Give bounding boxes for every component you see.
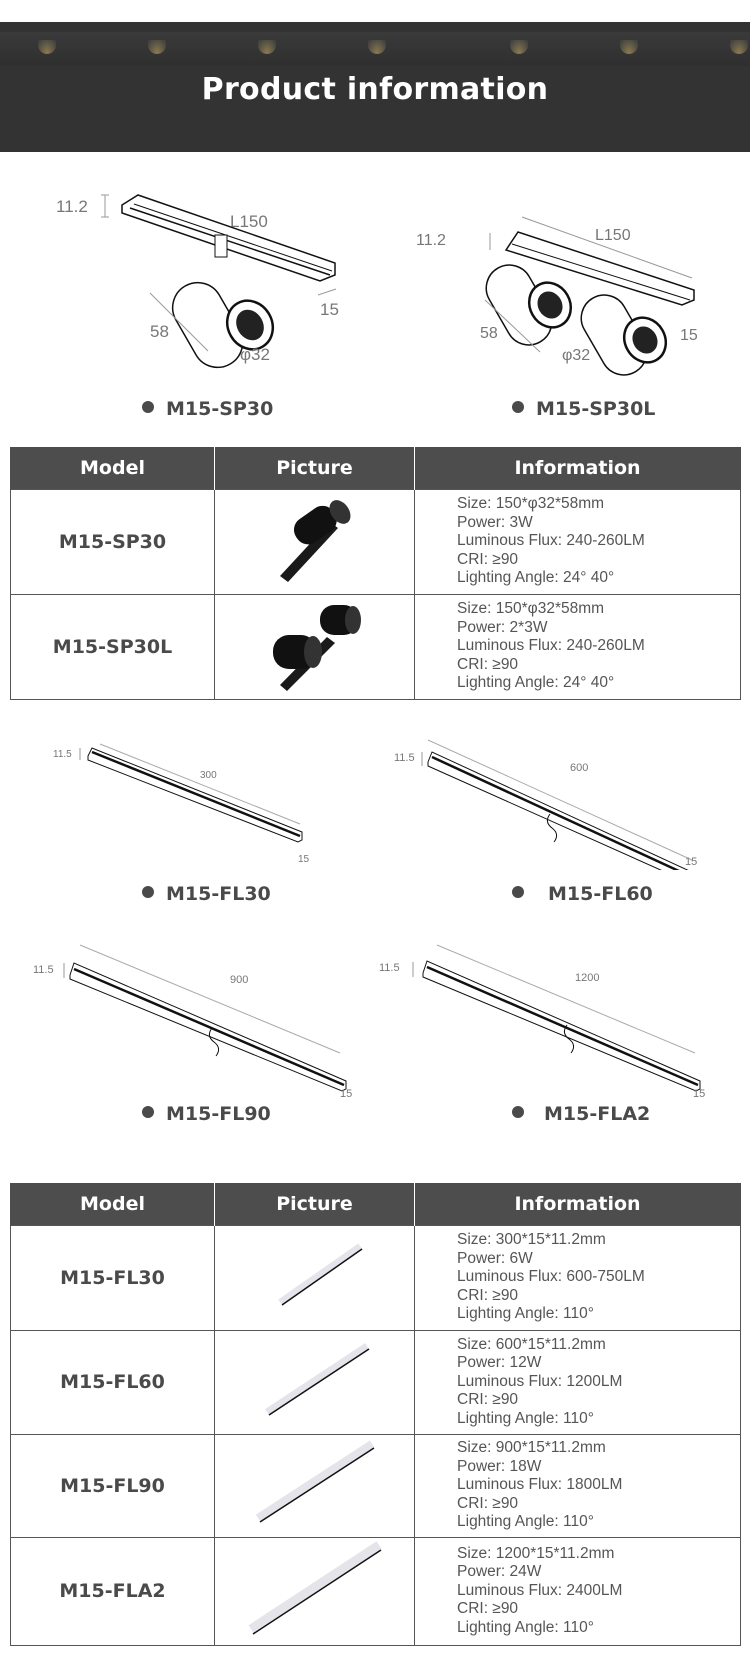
linear-1200-dimension-drawing <box>375 935 715 1100</box>
drawing-caption: M15-SP30L <box>512 398 655 420</box>
height-dim: 11.5 <box>394 752 415 764</box>
info-cell: Size: 900*15*11.2mm Power: 18W Luminous Flux: 1800LM CRI: ≥90 Lighting Angle: 110° <box>415 1434 741 1537</box>
linear-light-image <box>260 1240 370 1310</box>
model-cell: M15-FL90 <box>11 1434 215 1537</box>
model-cell: M15-FLA2 <box>11 1537 215 1645</box>
picture-cell <box>215 1434 415 1537</box>
info-cell: Size: 1200*15*11.2mm Power: 24W Luminous Flux: 2400LM CRI: ≥90 Lighting Angle: 110° <box>415 1537 741 1645</box>
table-header-row <box>11 1183 741 1225</box>
spotlight-double-dimension-drawing <box>410 190 720 390</box>
info-cell: Size: 600*15*11.2mm Power: 12W Luminous Flux: 1200LM CRI: ≥90 Lighting Angle: 110° <box>415 1330 741 1434</box>
column-header-picture: Picture <box>215 1183 415 1225</box>
table-row <box>11 1225 741 1330</box>
model-cell: M15-SP30 <box>11 489 215 594</box>
linear-600-dimension-drawing <box>380 720 710 870</box>
bullet-icon <box>512 1106 524 1118</box>
height-dim: 11.2 <box>56 197 88 216</box>
width-dim: 15 <box>340 1088 353 1100</box>
width-dim: 15 <box>685 856 698 868</box>
picture-cell <box>215 1330 415 1434</box>
bullet-icon <box>512 401 524 413</box>
table-row <box>11 594 741 699</box>
spotlight-single-dimension-drawing <box>40 175 360 385</box>
column-header-model: Model <box>11 1183 215 1225</box>
info-cell: Size: 150*φ32*58mm Power: 2*3W Luminous Flux: 240-260LM CRI: ≥90 Lighting Angle: 24° 40° <box>415 594 741 699</box>
length-dim: 1200 <box>575 972 600 984</box>
width-dim: 15 <box>680 327 698 344</box>
height-dim: 11.2 <box>416 232 446 249</box>
drawing-caption: M15-FL30 <box>142 883 271 905</box>
model-cell: M15-SP30L <box>11 594 215 699</box>
column-header-model: Model <box>11 447 215 489</box>
header-banner <box>0 22 750 152</box>
table-row <box>11 1434 741 1537</box>
table-header-row <box>11 447 741 489</box>
picture-cell <box>215 594 415 699</box>
table-row <box>11 1330 741 1434</box>
table-row <box>11 1537 741 1645</box>
diameter-dim: φ32 <box>562 347 591 364</box>
length-dim: L150 <box>595 227 631 244</box>
picture-cell <box>215 489 415 594</box>
bullet-icon <box>512 886 524 898</box>
length-dim: 300 <box>200 770 217 781</box>
double-spotlight-product-image <box>265 597 365 692</box>
width-dim: 15 <box>298 854 310 865</box>
bullet-icon <box>142 886 154 898</box>
bullet-icon <box>142 401 154 413</box>
drawing-caption: M15-SP30 <box>142 398 273 420</box>
spotlight-product-image <box>270 494 360 584</box>
bullet-icon <box>142 1106 154 1118</box>
length-dim: 600 <box>570 762 589 774</box>
linear-spec-table <box>10 1183 741 1646</box>
info-cell: Size: 150*φ32*58mm Power: 3W Luminous Flux: 240-260LM CRI: ≥90 Lighting Angle: 24° 40° <box>415 489 741 594</box>
page-title: Product information <box>201 72 549 107</box>
height-dim: 11.5 <box>53 749 72 760</box>
linear-light-image <box>250 1438 380 1528</box>
picture-cell <box>215 1225 415 1330</box>
table-row <box>11 489 741 594</box>
body-length-dim: 58 <box>150 322 169 341</box>
model-cell: M15-FL30 <box>11 1225 215 1330</box>
linear-900-dimension-drawing <box>30 935 360 1100</box>
width-dim: 15 <box>320 300 339 319</box>
spotlight-spec-table <box>10 447 741 700</box>
linear-light-image <box>245 1539 385 1639</box>
width-dim: 15 <box>693 1088 706 1100</box>
length-dim: 900 <box>230 974 249 986</box>
height-dim: 11.5 <box>33 964 54 976</box>
body-length-dim: 58 <box>480 325 498 342</box>
drawing-caption: M15-FLA2 <box>512 1103 650 1125</box>
picture-cell <box>215 1537 415 1645</box>
drawing-caption: M15-FL90 <box>142 1103 271 1125</box>
height-dim: 11.5 <box>379 962 400 974</box>
length-dim: L150 <box>230 212 268 231</box>
column-header-information: Information <box>415 1183 741 1225</box>
info-cell: Size: 300*15*11.2mm Power: 6W Luminous Flux: 600-750LM CRI: ≥90 Lighting Angle: 110° <box>415 1225 741 1330</box>
column-header-picture: Picture <box>215 447 415 489</box>
diameter-dim: φ32 <box>240 345 270 364</box>
column-header-information: Information <box>415 447 741 489</box>
linear-light-image <box>255 1340 375 1420</box>
model-cell: M15-FL60 <box>11 1330 215 1434</box>
drawing-caption: M15-FL60 <box>512 883 653 905</box>
linear-300-dimension-drawing <box>50 730 320 870</box>
